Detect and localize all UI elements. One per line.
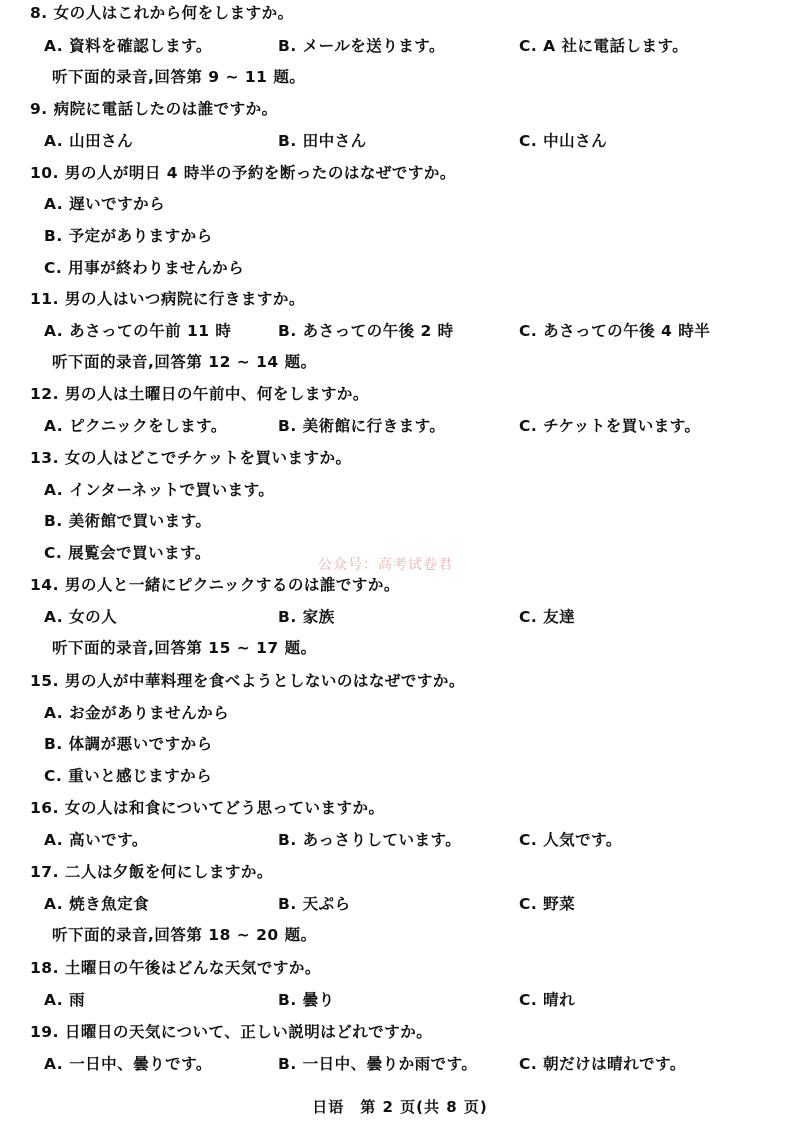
option-9-b: B. 田中さん bbox=[278, 132, 367, 150]
question-11: 11. 男の人はいつ病院に行きますか。 bbox=[30, 290, 305, 308]
option-19-a: A. 一日中、曇りです。 bbox=[44, 1055, 212, 1073]
option-9-a: A. 山田さん bbox=[44, 132, 134, 150]
option-16-b: B. あっさりしています。 bbox=[278, 831, 462, 849]
watermark: 公众号：高考试卷君 bbox=[318, 557, 453, 573]
option-14-c: C. 友達 bbox=[519, 608, 576, 626]
question-12: 12. 男の人は土曜日の午前中、何をしますか。 bbox=[30, 385, 369, 403]
option-8-a: A. 資料を確認します。 bbox=[44, 37, 212, 55]
options-8 bbox=[0, 33, 800, 59]
options-14 bbox=[0, 604, 800, 630]
option-8-b: B. メールを送ります。 bbox=[278, 37, 446, 55]
option-14-a: A. 女の人 bbox=[44, 608, 118, 626]
option-13-c: C. 展覧会で買います。 bbox=[44, 544, 211, 562]
option-19-b: B. 一日中、曇りか雨です。 bbox=[278, 1055, 478, 1073]
instruction-9-11: 听下面的录音,回答第 9 ~ 11 题。 bbox=[52, 68, 306, 86]
question-18: 18. 土曜日の午後はどんな天気ですか。 bbox=[30, 959, 321, 977]
question-19: 19. 日曜日の天気について、正しい説明はどれですか。 bbox=[30, 1023, 433, 1041]
option-16-a: A. 高いです。 bbox=[44, 831, 148, 849]
question-17: 17. 二人は夕飯を何にしますか。 bbox=[30, 863, 273, 881]
options-17 bbox=[0, 891, 800, 917]
option-18-a: A. 雨 bbox=[44, 991, 86, 1009]
question-8: 8. 女の人はこれから何をしますか。 bbox=[30, 4, 294, 22]
question-13: 13. 女の人はどこでチケットを買いますか。 bbox=[30, 449, 352, 467]
option-11-b: B. あさっての午後 2 時 bbox=[278, 322, 454, 340]
options-9 bbox=[0, 128, 800, 154]
option-13-a: A. インターネットで買います。 bbox=[44, 481, 275, 499]
options-11 bbox=[0, 318, 800, 344]
options-18 bbox=[0, 987, 800, 1013]
option-17-b: B. 天ぷら bbox=[278, 895, 351, 913]
option-12-b: B. 美術館に行きます。 bbox=[278, 417, 446, 435]
page-footer: 日语 第 2 页(共 8 页) bbox=[312, 1098, 488, 1116]
option-16-c: C. 人気です。 bbox=[519, 831, 622, 849]
option-18-c: C. 晴れ bbox=[519, 991, 576, 1009]
instruction-15-17: 听下面的录音,回答第 15 ~ 17 题。 bbox=[52, 639, 317, 657]
option-15-b: B. 体調が悪いですから bbox=[44, 735, 213, 753]
option-10-c: C. 用事が終わりませんから bbox=[44, 259, 245, 277]
option-8-c: C. A 社に電話します。 bbox=[519, 37, 689, 55]
question-15: 15. 男の人が中華料理を食べようとしないのはなぜですか。 bbox=[30, 672, 465, 690]
option-17-a: A. 焼き魚定食 bbox=[44, 895, 150, 913]
option-12-a: A. ピクニックをします。 bbox=[44, 417, 227, 435]
question-9: 9. 病院に電話したのは誰ですか。 bbox=[30, 100, 278, 118]
question-14: 14. 男の人と一緒にピクニックするのは誰ですか。 bbox=[30, 576, 400, 594]
option-11-c: C. あさっての午後 4 時半 bbox=[519, 322, 711, 340]
option-9-c: C. 中山さん bbox=[519, 132, 608, 150]
option-15-c: C. 重いと感じますから bbox=[44, 767, 213, 785]
options-12 bbox=[0, 413, 800, 439]
options-16 bbox=[0, 827, 800, 853]
option-15-a: A. お金がありませんから bbox=[44, 704, 230, 722]
options-19 bbox=[0, 1051, 800, 1077]
option-10-a: A. 遅いですから bbox=[44, 195, 166, 213]
option-17-c: C. 野菜 bbox=[519, 895, 576, 913]
instruction-18-20: 听下面的录音,回答第 18 ~ 20 题。 bbox=[52, 926, 317, 944]
option-14-b: B. 家族 bbox=[278, 608, 335, 626]
option-13-b: B. 美術館で買います。 bbox=[44, 512, 212, 530]
instruction-12-14: 听下面的录音,回答第 12 ~ 14 题。 bbox=[52, 353, 317, 371]
option-11-a: A. あさっての午前 11 時 bbox=[44, 322, 232, 340]
option-10-b: B. 予定がありますから bbox=[44, 227, 213, 245]
option-19-c: C. 朝だけは晴れです。 bbox=[519, 1055, 686, 1073]
question-16: 16. 女の人は和食についてどう思っていますか。 bbox=[30, 799, 385, 817]
question-10: 10. 男の人が明日 4 時半の予約を断ったのはなぜですか。 bbox=[30, 164, 456, 182]
option-18-b: B. 曇り bbox=[278, 991, 335, 1009]
option-12-c: C. チケットを買います。 bbox=[519, 417, 701, 435]
